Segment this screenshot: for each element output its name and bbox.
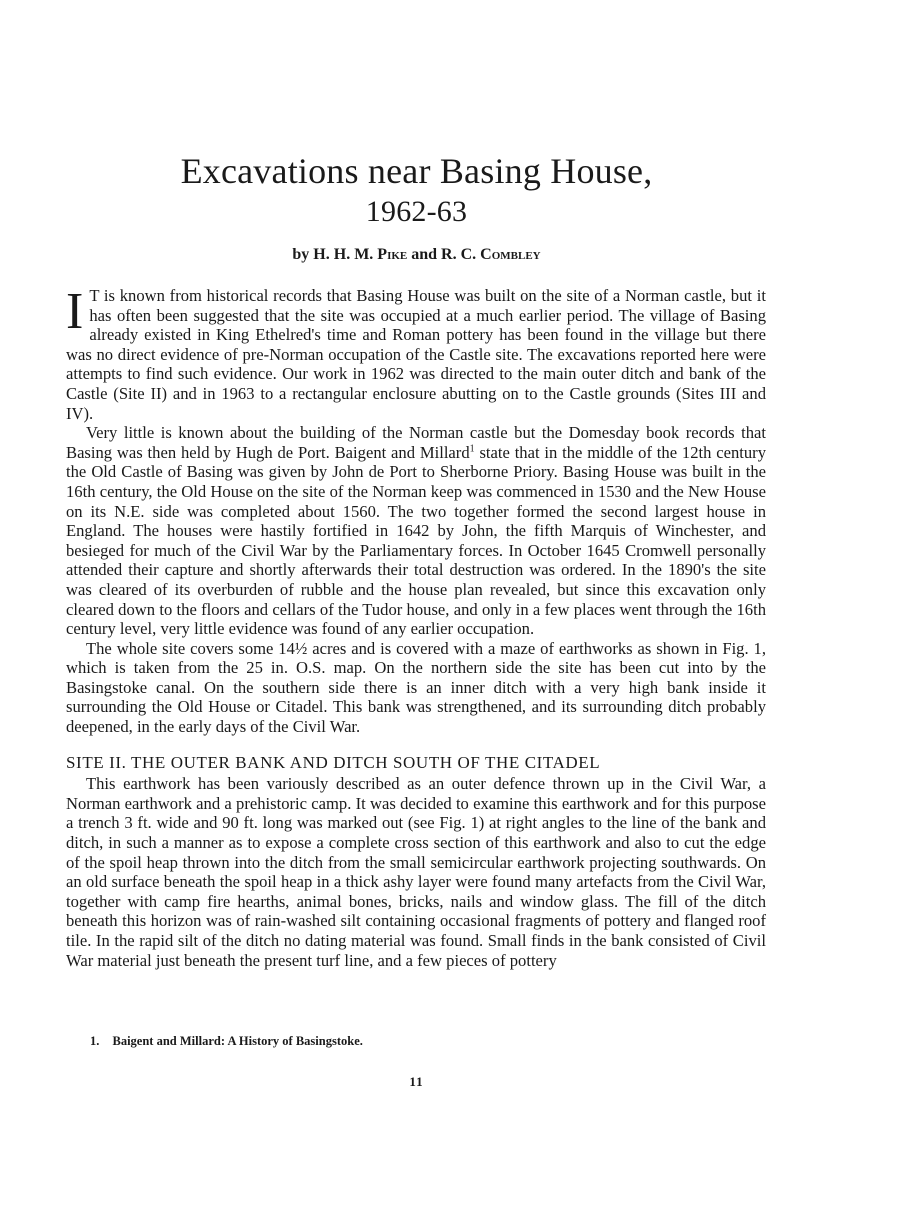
footnote (90, 1034, 363, 1049)
section-heading: SITE II. THE OUTER BANK AND DITCH SOUTH OF THE CITADEL (66, 752, 601, 772)
byline-and: and (411, 246, 438, 263)
paragraph-2-text-a: Very little is known about the building of the Norman castle but the Domesday book records that Basing was then held by Hugh de Port. Baigent and Millard (66, 423, 766, 462)
author-2: R. C. Combley (441, 246, 541, 263)
paragraph-1 (66, 283, 766, 423)
byline (0, 246, 833, 264)
article-title: Excavations near Basing House, (180, 151, 653, 191)
paragraph-3: The whole site covers some 14½ acres and is covered with a maze of earthworks as shown in Fig. 1, which is taken from the 25 in. O.S. map. On the northern side the site has been cut into by the Basingstoke canal. On the southern side there is an inner ditch with a very high bank inside it surrounding the Old House or Citadel. This bank was strengthened, and its surrounding ditch probably deepened, in the early days of the Civil War. (66, 638, 766, 737)
footnote-ref: 1 (469, 443, 475, 455)
paragraph-4: This earthwork has been variously described as an outer defence thrown up in the Civil War, a Norman earthwork and a prehistoric camp. It was decided to examine this earthwork and for this purpose a trench 3 ft. wide and 90 ft. long was marked out (see Fig. 1) at right angles to the line of the bank and ditch, in such a manner as to expose a complete cross section of this earthwork and also to cut the edge of the spoil heap thrown into the ditch from the small semicircular earthwork projecting southwards. On an old surface beneath the spoil heap in a thick ashy layer were found many artefacts from the Civil War, together with camp fire hearths, animal bones, bricks, nails and window glass. The fill of the ditch beneath this horizon was of rain-washed silt containing occasional fragments of pottery and flanged roof tile. In the rapid silt of the ditch no dating material was found. Small finds in the bank consisted of Civil War material just beneath the present turf line, and a few pieces of pottery (66, 774, 766, 970)
paragraph-2 (66, 423, 766, 639)
byline-by: by (292, 246, 310, 263)
footnote-text: Baigent and Millard: A History of Basingstoke. (112, 1034, 363, 1048)
page-number: 11 (409, 1074, 424, 1089)
paragraph-1-text: T is known from historical records that Basing House was built on the site of a Norman castle, but it has often been suggested that the site was occupied at a much earlier period. The village of Basing already existed in King Ethelred's time and Roman pottery has been found in the village but there was no direct evidence of pre-Norman occupation of the Castle site. The excavations reported here were attempts to find such evidence. Our work in 1962 was directed to the main outer ditch and bank of the Castle (Site II) and in 1963 to a rectangular enclosure abutting on to the Castle grounds (Sites III and IV). (66, 286, 766, 423)
paragraph-2-text-b: state that in the middle of the 12th century the Old Castle of Basing was given by John de Port to Sherborne Priory. Basing House was built in the 16th century, the Old House on the site of the Norman keep was commenced in 1530 and the New House on its N.E. side was completed about 1560. The two together formed the second largest house in England. The houses were hastily fortified in 1642 by John, the fifth Marquis of Winchester, and besieged for much of the Civil War by the Parliamentary forces. In October 1645 Cromwell personally attended their capture and shortly afterwards their total destruction was ordered. In the 1890's the site was cleared of its overburden of rubble and the house plan revealed, but since this excavation only cleared down to the floors and cellars of the Tudor house, and only in a few places went through the 16th century level, very little evidence was found of any earlier occupation. (66, 442, 766, 639)
author-1: H. H. M. Pike (313, 246, 408, 263)
article-body (66, 283, 766, 970)
article-title-years: 1962-63 (365, 195, 468, 228)
footnote-number: 1. (90, 1034, 100, 1048)
drop-cap: I (66, 283, 84, 340)
